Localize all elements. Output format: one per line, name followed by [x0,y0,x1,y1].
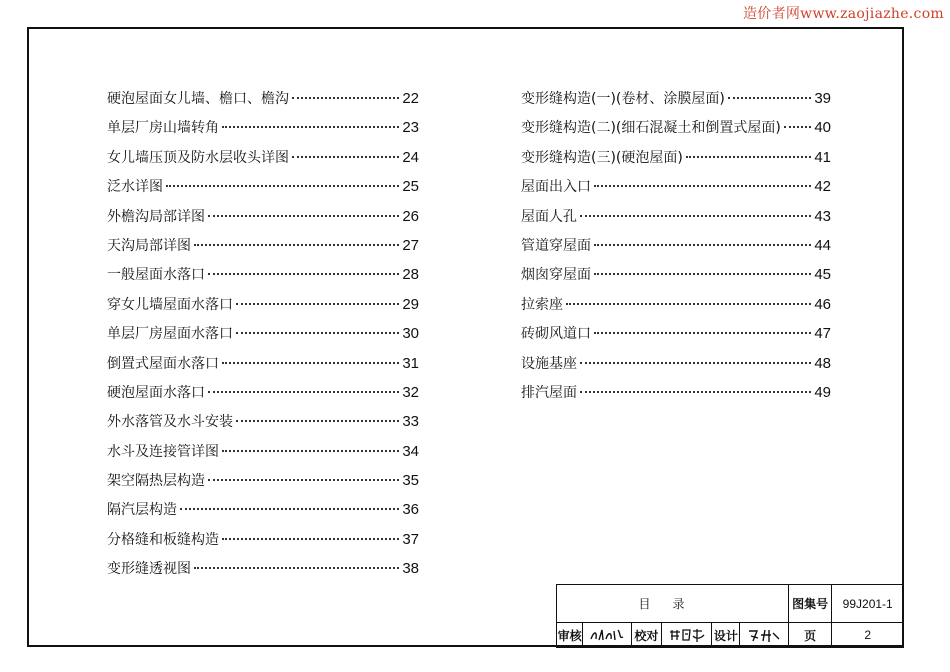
toc-right-column [521,88,831,411]
toc-entry-page: 23 [402,119,419,137]
toc-entry [521,117,831,146]
toc-entry [107,117,419,146]
toc-entry-page: 40 [814,119,831,137]
dot-leader [728,97,811,99]
dot-leader [194,244,399,246]
toc-entry-page: 38 [402,560,419,578]
dot-leader [208,273,399,275]
toc-entry [107,353,419,382]
dot-leader [222,362,399,364]
toc-entry-title: 设施基座 [521,355,577,372]
check-signature [661,623,711,648]
toc-entry-title: 单层厂房屋面水落口 [107,326,233,343]
dot-leader [208,479,399,481]
toc-entry-title: 外檐沟局部详图 [107,208,205,225]
toc-entry [107,147,419,176]
toc-entry [521,382,831,411]
dot-leader [580,391,811,393]
toc-entry-page: 32 [402,383,419,401]
toc-entry-title: 拉索座 [521,296,563,313]
dot-leader [580,215,811,217]
toc-entry-title: 架空隔热层构造 [107,473,205,490]
toc-entry [521,264,831,293]
title-block-title: 目录 [557,585,789,623]
toc-entry-title: 水斗及连接管详图 [107,443,219,460]
toc-entry-title: 泛水详图 [107,179,163,196]
toc-entry-page: 44 [814,236,831,254]
toc-entry-title: 穿女儿墙屋面水落口 [107,296,233,313]
design-signature [740,623,789,648]
toc-entry-page: 41 [814,148,831,166]
toc-entry-title: 屋面出入口 [521,179,591,196]
toc-entry [107,176,419,205]
toc-entry-title: 砖砌风道口 [521,326,591,343]
toc-entry [107,88,419,117]
review-signature [583,623,632,648]
dot-leader [236,332,399,334]
dot-leader [566,303,811,305]
dot-leader [594,332,811,334]
toc-entry-title: 排汽屋面 [521,384,577,401]
title-block [556,584,904,647]
check-signature-graphic [668,626,706,644]
toc-entry [521,235,831,264]
atlas-number: 99J201-1 [832,585,904,623]
toc-entry [521,147,831,176]
toc-entry-page: 25 [402,178,419,196]
toc-entry-page: 26 [402,207,419,225]
toc-entry [107,529,419,558]
toc-entry-title: 烟囱穿屋面 [521,267,591,284]
check-label: 校对 [631,623,661,648]
toc-entry-page: 48 [814,354,831,372]
toc-entry [521,353,831,382]
dot-leader [208,391,399,393]
toc-entry-title: 变形缝透视图 [107,561,191,578]
toc-entry-title: 硬泡屋面女儿墙、檐口、檐沟 [107,91,289,107]
toc-entry-page: 22 [402,90,419,107]
toc-entry-page: 49 [814,383,831,401]
dot-leader [292,156,399,158]
toc-entry-page: 33 [402,413,419,431]
dot-leader [166,185,399,187]
toc-entry [107,470,419,499]
toc-entry-title: 管道穿屋面 [521,237,591,254]
toc-entry-page: 42 [814,178,831,196]
toc-entry-page: 37 [402,530,419,548]
atlas-label: 图集号 [788,585,831,623]
toc-entry [107,411,419,440]
dot-leader [222,126,399,128]
toc-entry-title: 一般屋面水落口 [107,267,205,284]
toc-entry-page: 27 [402,236,419,254]
toc-entry-page: 29 [402,295,419,313]
toc-entry-page: 31 [402,354,419,372]
dot-leader [236,420,399,422]
design-signature-graphic [745,626,783,644]
dot-leader [236,303,399,305]
dot-leader [594,244,811,246]
toc-entry [107,235,419,264]
toc-entry-title: 隔汽层构造 [107,502,177,519]
toc-entry-title: 女儿墙压顶及防水层收头详图 [107,149,289,166]
dot-leader [194,567,399,569]
toc-entry-page: 30 [402,325,419,343]
toc-entry [107,264,419,293]
toc-entry-title: 变形缝构造(三)(硬泡屋面) [521,149,683,166]
design-label: 设计 [712,623,740,648]
toc-entry-title: 屋面人孔 [521,208,577,225]
toc-entry-title: 天沟局部详图 [107,237,191,254]
toc-entry-title: 变形缝构造(二)(细石混凝土和倒置式屋面) [521,120,781,137]
dot-leader [180,508,399,510]
dot-leader [580,362,811,364]
toc-entry [521,294,831,323]
toc-entry [521,88,831,117]
toc-entry-title: 外水落管及水斗安装 [107,414,233,431]
toc-entry [107,294,419,323]
toc-entry-page: 34 [402,442,419,460]
review-signature-graphic [588,626,626,644]
dot-leader [686,156,811,158]
toc-entry [521,206,831,235]
toc-entry [107,441,419,470]
toc-entry-title: 变形缝构造(一)(卷材、涂膜屋面) [521,91,725,107]
watermark-text: 造价者网www.zaojiazhe.com [742,6,944,22]
dot-leader [222,538,399,540]
toc-entry-page: 46 [814,295,831,313]
page-number: 2 [832,623,904,648]
toc-entry-title: 倒置式屋面水落口 [107,355,219,372]
toc-entry-page: 36 [402,501,419,519]
toc-entry-page: 47 [814,325,831,343]
toc-entry [521,176,831,205]
page-label: 页 [788,623,831,648]
toc-entry-page: 39 [814,90,831,107]
toc-entry [107,206,419,235]
dot-leader [208,215,399,217]
dot-leader [594,273,811,275]
toc-left-column [107,88,419,588]
toc-entry-title: 硬泡屋面水落口 [107,384,205,401]
toc-entry [107,558,419,587]
dot-leader [222,450,399,452]
dot-leader [292,97,399,99]
toc-entry-page: 43 [814,207,831,225]
review-label: 审核 [557,623,583,648]
toc-entry-page: 24 [402,148,419,166]
toc-entry-title: 分格缝和板缝构造 [107,531,219,548]
toc-entry-title: 单层厂房山墙转角 [107,120,219,137]
toc-entry [107,323,419,352]
toc-entry-page: 35 [402,472,419,490]
toc-entry-page: 45 [814,266,831,284]
toc-entry [521,323,831,352]
toc-entry-page: 28 [402,266,419,284]
dot-leader [594,185,811,187]
toc-entry [107,382,419,411]
dot-leader [784,126,811,128]
toc-entry [107,499,419,528]
